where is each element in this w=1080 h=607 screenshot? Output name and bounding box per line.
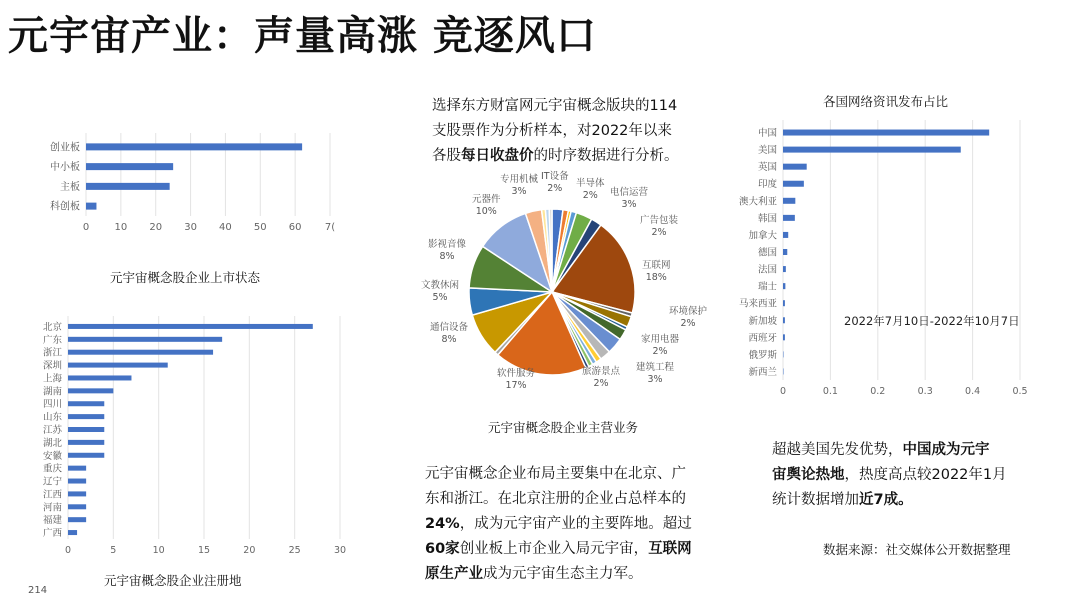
right-summary-text: 超越美国先发优势，中国成为元宇 宙舆论热地，热度高点较2022年1月 统计数据增加近7成。 <box>772 442 1007 508</box>
x-tick-label: 10 <box>114 222 128 233</box>
bar-澳大利亚 <box>783 198 795 204</box>
y-tick-label: 美国 <box>757 145 777 157</box>
y-tick-label: 创业板 <box>50 142 80 154</box>
y-tick-label: 广东 <box>42 334 62 346</box>
bar-北京 <box>68 324 313 329</box>
country-date-range: 2022年7月10日-2022年10月7日 <box>844 314 1020 328</box>
slide-title: 元宇宙产业：声量高涨 竞逐风口 <box>8 13 597 59</box>
y-tick-label: 韩国 <box>757 213 777 225</box>
bar-英国 <box>783 164 807 170</box>
x-tick-label: 0 <box>82 222 90 233</box>
x-tick-label: 5 <box>110 545 117 556</box>
bar-浙江 <box>68 350 213 355</box>
country-chart <box>739 120 1028 397</box>
y-tick-label: 加拿大 <box>748 230 777 242</box>
bar-辽宁 <box>68 479 86 484</box>
page-number: 214 <box>28 585 48 596</box>
y-tick-label: 澳大利亚 <box>738 196 777 208</box>
pie-label: 建筑工程 3% <box>636 362 675 385</box>
x-tick-label: 30 <box>333 545 347 556</box>
y-tick-label: 印度 <box>757 179 777 191</box>
business-chart-title: 元宇宙概念股企业主营业务 <box>488 420 639 435</box>
x-tick-label: 20 <box>149 222 163 233</box>
x-tick-label: 0 <box>64 545 72 556</box>
y-tick-label: 中国 <box>757 128 777 140</box>
y-tick-label: 湖南 <box>42 386 62 398</box>
bar-印度 <box>783 181 804 187</box>
bar-福建 <box>68 517 86 522</box>
y-tick-label: 俄罗斯 <box>748 349 777 361</box>
y-tick-label: 福建 <box>42 515 62 527</box>
x-tick-label: 7( <box>324 222 336 233</box>
bar-创业板 <box>86 143 302 150</box>
y-tick-label: 科创板 <box>50 201 80 213</box>
listing-chart <box>50 133 335 233</box>
bar-广西 <box>68 530 77 535</box>
pie-label: 旅游景点 2% <box>582 366 621 389</box>
pie-label: 影视音像 8% <box>428 239 467 262</box>
x-tick-label: 30 <box>184 222 197 233</box>
bar-美国 <box>783 147 961 153</box>
data-source: 数据来源：社交媒体公开数据整理 <box>823 542 1011 557</box>
bar-加拿大 <box>783 232 788 238</box>
x-tick-label: 50 <box>253 222 267 233</box>
y-tick-label: 安徽 <box>42 450 62 462</box>
y-tick-label: 江苏 <box>42 425 62 436</box>
y-tick-label: 浙江 <box>42 347 62 359</box>
pie-label: 文教休闲 5% <box>421 280 460 303</box>
bar-马来西亚 <box>783 300 785 306</box>
y-tick-label: 马来西亚 <box>738 298 777 310</box>
bar-湖南 <box>68 388 113 393</box>
bar-新加坡 <box>783 317 785 323</box>
y-tick-label: 新西兰 <box>748 366 777 378</box>
bar-深圳 <box>68 363 168 368</box>
y-tick-label: 山东 <box>42 412 62 424</box>
pie-label: 家用电器 2% <box>641 334 680 357</box>
bar-科创板 <box>86 203 96 210</box>
bar-中小板 <box>86 163 173 170</box>
pie-label: IT设备 2% <box>541 171 569 194</box>
x-tick-label: 0.3 <box>917 386 933 397</box>
x-tick-label: 20 <box>243 545 256 556</box>
y-tick-label: 重庆 <box>42 463 62 475</box>
country-chart-title: 各国网络资讯发布占比 <box>823 94 949 109</box>
y-tick-label: 德国 <box>757 247 777 259</box>
y-tick-label: 西班牙 <box>748 332 777 344</box>
bar-重庆 <box>68 466 86 471</box>
y-tick-label: 四川 <box>42 399 62 411</box>
business-pie-chart <box>469 209 635 375</box>
x-tick-label: 0 <box>779 386 787 397</box>
pie-label: 通信设备 8% <box>430 322 469 345</box>
bar-中国 <box>783 130 989 136</box>
bar-广东 <box>68 337 222 342</box>
y-tick-label: 英国 <box>757 162 777 174</box>
y-tick-label: 河南 <box>42 502 62 514</box>
y-tick-label: 主板 <box>60 181 80 193</box>
x-tick-label: 0.5 <box>1012 386 1028 397</box>
pie-label: 元器件 10% <box>472 194 501 217</box>
left-summary-text: 元宇宙概念企业布局主要集中在北京、广 东和浙江。在北京注册的企业占总样本的 24%，成为元宇宙产业的主要阵地。超过 60家创业板上市企业入局元宇宙，互联网 原生产业成为元宇宙生态主力军。 <box>425 466 692 582</box>
bar-瑞士 <box>783 283 785 289</box>
y-tick-label: 广西 <box>42 528 62 540</box>
y-tick-label: 辽宁 <box>42 476 62 488</box>
x-tick-label: 0.2 <box>870 386 886 397</box>
y-tick-label: 新加坡 <box>748 315 777 327</box>
region-chart <box>43 316 346 556</box>
bar-江西 <box>68 491 86 496</box>
x-tick-label: 0.1 <box>822 386 838 397</box>
bar-四川 <box>68 401 104 406</box>
intro-text: 选择东方财富网元宇宙概念版块的114 支股票作为分析样本，对2022年以来 各股每日收盘价的时序数据进行分析。 <box>432 98 679 164</box>
y-tick-label: 江西 <box>42 489 62 501</box>
bar-安徽 <box>68 453 104 458</box>
pie-label: 广告包装 2% <box>640 215 679 238</box>
x-tick-label: 15 <box>197 545 211 556</box>
pie-label: 环境保护 2% <box>669 306 708 329</box>
y-tick-label: 法国 <box>757 264 777 276</box>
pie-label: 互联网 18% <box>642 260 671 283</box>
bar-湖北 <box>68 440 104 445</box>
pie-label: 半导体 2% <box>576 178 605 201</box>
bar-法国 <box>783 266 786 272</box>
x-tick-label: 25 <box>288 545 301 556</box>
y-tick-label: 湖北 <box>42 437 62 449</box>
y-tick-label: 深圳 <box>42 360 62 372</box>
x-tick-label: 0.4 <box>965 386 981 397</box>
pie-label: 软件服务 17% <box>497 368 536 391</box>
bar-上海 <box>68 375 131 380</box>
region-chart-title: 元宇宙概念股企业注册地 <box>104 573 242 588</box>
x-tick-label: 40 <box>219 222 232 233</box>
listing-chart-title: 元宇宙概念股企业上市状态 <box>110 270 261 285</box>
x-tick-label: 60 <box>288 222 302 233</box>
bar-河南 <box>68 504 86 509</box>
bar-主板 <box>86 183 170 190</box>
bar-德国 <box>783 249 787 255</box>
pie-label: 电信运营 3% <box>610 187 649 210</box>
bar-江苏 <box>68 427 104 432</box>
bar-西班牙 <box>783 334 785 340</box>
y-tick-label: 中小板 <box>50 162 80 174</box>
bar-韩国 <box>783 215 795 221</box>
y-tick-label: 上海 <box>42 373 62 385</box>
y-tick-label: 北京 <box>42 321 62 333</box>
pie-label: 专用机械 3% <box>500 174 539 197</box>
x-tick-label: 10 <box>152 545 165 556</box>
y-tick-label: 瑞士 <box>757 281 777 293</box>
bar-山东 <box>68 414 104 419</box>
